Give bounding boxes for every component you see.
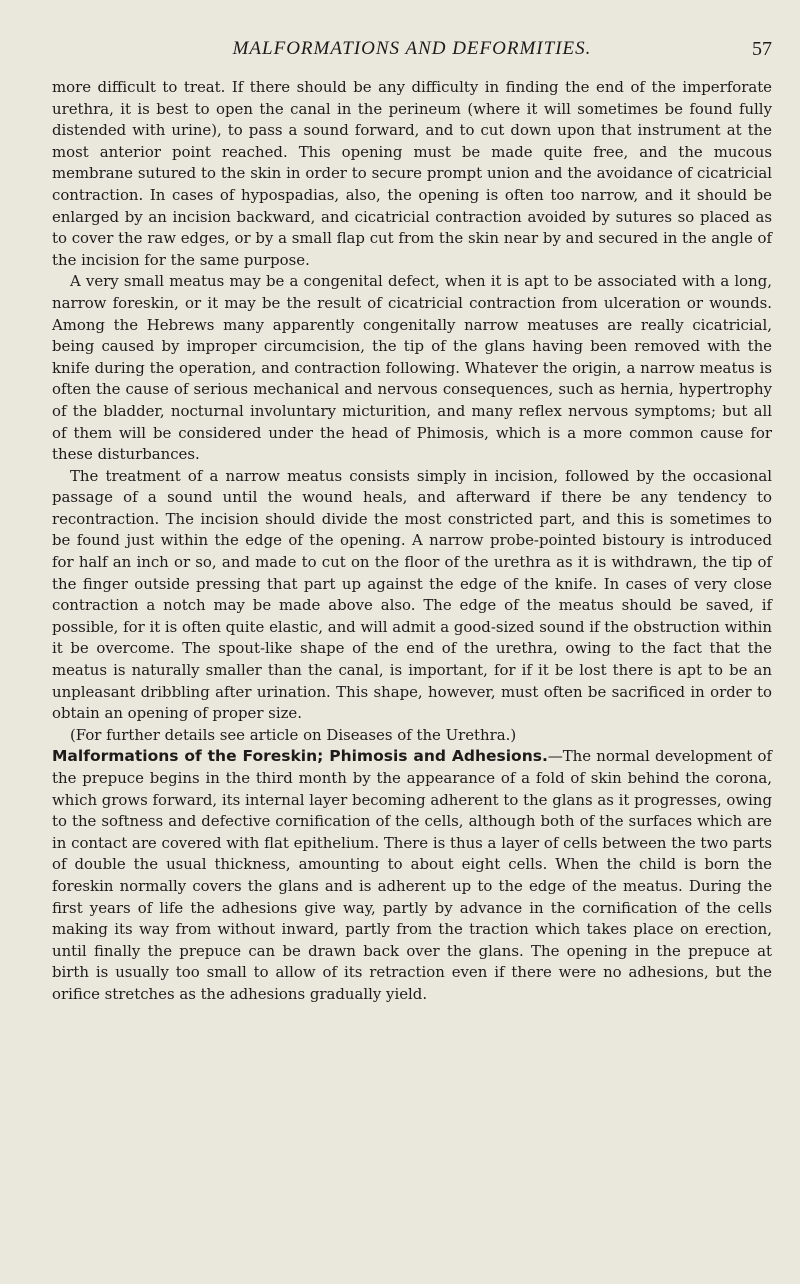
paragraph-text: A very small meatus may be a congenital defect, when it is apt to be associated with a long, narrow foreskin, or it may be the result of cicatricial contraction from ulceration or wounds. Among the Hebrews many apparently congenitally narrow meatuses are really cicatricial, being caused by improper circumcision, the tip of the glans having been removed with the knife during the operation, and contraction following. Whatever the origin, a narrow meatus is often the cause of serious mechanical and nervous consequences, such as hernia, hypertrophy of the bladder, nocturnal involuntary micturition, and many reflex nervous symptoms; but all of them will be considered under the head of Phimosis, which is a more common cause for these disturbances. [52, 272, 772, 464]
body-text [52, 77, 772, 1006]
section-heading: Malformations of the Foreskin; Phimosis and Adhesions. [52, 747, 548, 766]
paragraph-foreskin-section [52, 746, 772, 1005]
paragraph-text: —The normal development of the prepuce begins in the third month by the appearance of a fold of skin behind the corona, which grows forward, its internal layer becoming adherent to the glans as it progresses, owing to the softness and defective cornification of the cells, although both of the surfaces which are in contact are covered with flat epithelium. There is thus a layer of cells between the two parts of double the usual thickness, amounting to about eight cells. When the child is born the foreskin normally covers the glans and is adherent up to the edge of the meatus. During the first years of life the adhesions give way, partly by advance in the cornification of the cells making its way from without inward, partly from the traction which takes place on erection, until finally the prepuce can be drawn back over the glans. The opening in the prepuce at birth is usually too small to allow of its retraction even if there were no adhesions, but the orifice stretches as the adhesions gradually yield. [52, 747, 772, 1003]
page-number: 57 [752, 38, 772, 60]
page-header [52, 38, 772, 68]
paragraph-small-meatus [52, 271, 772, 465]
paragraph-text: more difficult to treat. If there should be any difficulty in finding the end of the imperforate urethra, it is best to open the canal in the perineum (where it will sometimes be found fully distended with urine), to pass a sound forward, and to cut down upon that instrument at the most anterior point reached. This opening must be made quite free, and the mucous membrane sutured to the skin in order to secure prompt union and the avoidance of cicatricial contraction. In cases of hypospadias, also, the opening is often too narrow, and it should be enlarged by an incision backward, and cicatricial contraction avoided by sutures so placed as to cover the raw edges, or by a small flap cut from the skin near by and secured in the angle of the incision for the same purpose. [52, 78, 772, 269]
paragraph-text: The treatment of a narrow meatus consists simply in incision, followed by the occasional passage of a sound until the wound heals, and afterward if there be any tendency to recontraction. The incision should divide the most constricted part, and this is sometimes to be found just within the edge of the opening. A narrow probe-pointed bistoury is introduced for half an inch or so, and made to cut on the floor of the urethra as it is withdrawn, the tip of the finger outside pressing that part up against the edge of the knife. In cases of very close contraction a notch may be made above also. The edge of the meatus should be saved, if possible, for it is often quite elastic, and will admit a good-sized sound if the obstruction within it be overcome. The spout-like shape of the end of the urethra, owing to the fact that the meatus is naturally smaller than the canal, is important, for if it be lost there is apt to be an unpleasant dribbling after urination. This shape, however, must often be sacrificed in order to obtain an opening of proper size. [52, 466, 773, 723]
paragraph-text: (For further details see article on Diseases of the Urethra.) [70, 725, 517, 744]
running-title: MALFORMATIONS AND DEFORMITIES. [232, 38, 592, 59]
paragraph-cross-reference [52, 725, 772, 747]
paragraph-treatment [52, 466, 772, 725]
paragraph-imperforate-urethra [52, 77, 772, 271]
